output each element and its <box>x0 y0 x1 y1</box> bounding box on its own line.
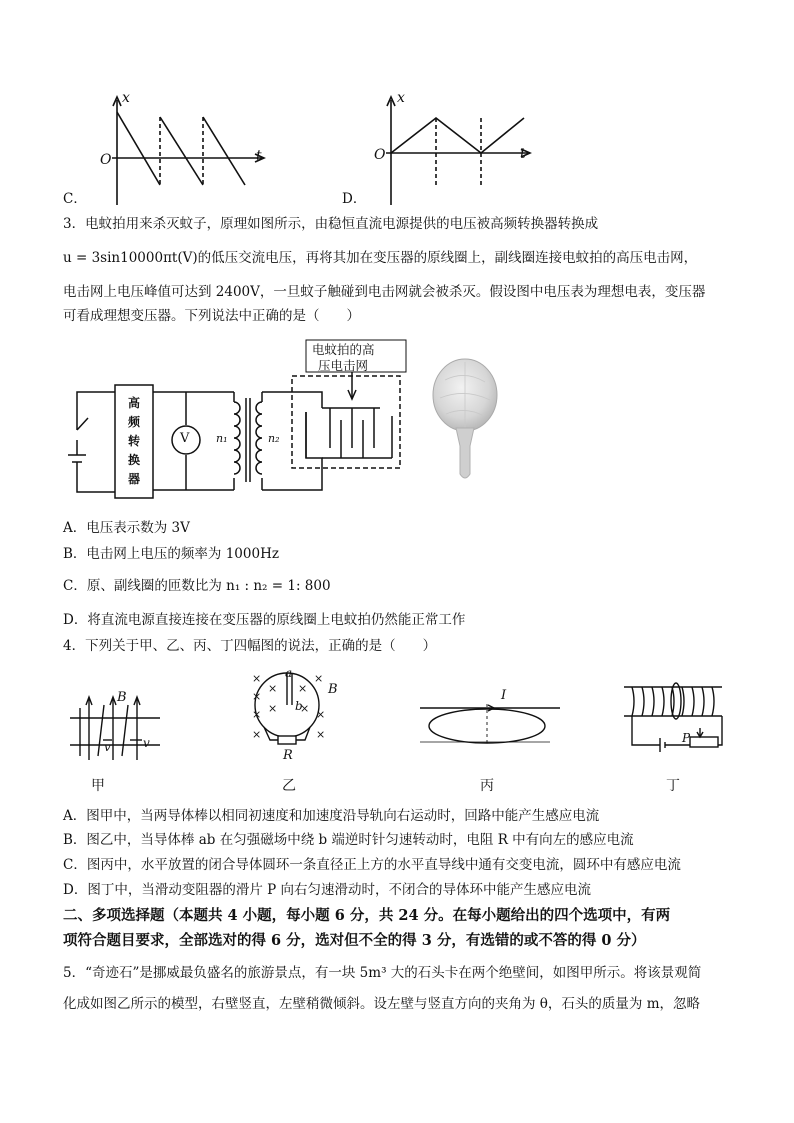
q3-stem-line1: 3．电蚊拍用来杀灭蚊子，原理如图所示，由稳恒直流电源提供的电压被高频转换器转换成 <box>63 216 599 232</box>
q4-option-c: C．图丙中，水平放置的闭合导体圆环一条直径正上方的水平直导线中通有交变电流，圆环中有感应电流 <box>63 857 681 873</box>
converter-char: 器 <box>127 472 140 486</box>
q3-stem-line3: 电击网上电压峰值可达到 2400V，一旦蚊子触碰到电击网就会被杀灭。假设图中电压表为理想电表，变压器 <box>63 284 706 300</box>
q3-option-b: B．电击网上电压的频率为 1000Hz <box>63 546 279 562</box>
fig-yi-b: b <box>295 699 303 713</box>
svg-text:×: × <box>314 672 324 685</box>
q3-option-c: C．原、副线圈的匝数比为 n₁ : n₂ = 1: 800 <box>63 578 331 594</box>
graph-c-origin: O <box>100 152 112 168</box>
voltmeter-label: V <box>180 431 190 446</box>
converter-char: 高 <box>127 396 140 410</box>
q3-stem-line4: 可看成理想变压器。下列说法中正确的是（ ） <box>63 308 360 324</box>
fig-label-jia: 甲 <box>91 778 105 794</box>
fig-jia-B: B <box>117 690 127 705</box>
converter-char: 换 <box>127 453 140 467</box>
svg-text:×: × <box>300 702 310 715</box>
converter-char: 转 <box>127 434 140 448</box>
q5-stem-line1: 5．“奇迹石”是挪威最负盛名的旅游景点，有一块 5m³ 大的石头卡在两个绝壁间，如图甲所示。将该景观简 <box>63 965 702 981</box>
q4-option-d: D．图丁中，当滑动变阻器的滑片 P 向右匀速滑动时，不闭合的导体环中能产生感应电流 <box>63 882 591 898</box>
svg-text:×: × <box>316 728 326 741</box>
converter-char: 频 <box>127 415 140 429</box>
svg-text:×: × <box>252 690 262 703</box>
svg-text:×: × <box>268 682 278 695</box>
fig-label-bing: 丙 <box>480 778 494 794</box>
svg-text:×: × <box>252 728 262 741</box>
graph-c-x-label: x <box>122 90 130 106</box>
q4-option-a: A．图甲中，当两导体棒以相同初速度和加速度沿导轨向右运动时，回路中能产生感应电流 <box>63 808 600 824</box>
q3-option-d: D．将直流电源直接连接在变压器的原线圈上电蚊拍仍然能正常工作 <box>63 612 466 628</box>
fig-jia-v2: v <box>143 736 150 750</box>
graph-c-t-label: t <box>256 148 262 164</box>
net-label-line1: 电蚊拍的高 <box>312 342 375 357</box>
svg-text:×: × <box>252 672 262 685</box>
n2-label: n₂ <box>268 432 280 445</box>
fig-jia-v1: v <box>104 740 111 754</box>
graph-d-x-label: x <box>397 90 405 106</box>
net-label-line2: 压电击网 <box>318 358 369 373</box>
svg-text:×: × <box>268 702 278 715</box>
fig-label-yi: 乙 <box>282 778 296 794</box>
graph-d-origin: O <box>374 147 386 163</box>
fig-bing-I: I <box>501 688 507 703</box>
svg-text:×: × <box>298 682 308 695</box>
section2-heading-line2: 项符合题目要求，全部选对的得 6 分，选对但不全的得 3 分，有选错的或不答的得 0 分） <box>63 932 646 949</box>
q4-option-b: B．图乙中，当导体棒 ab 在匀强磁场中绕 b 端逆时针匀速转动时，电阻 R 中有向左的感应电流 <box>63 832 634 848</box>
fig-ding-P: P <box>682 731 691 745</box>
option-d-label: D． <box>342 191 367 207</box>
q4-stem: 4．下列关于甲、乙、丙、丁四幅图的说法，正确的是（ ） <box>63 638 437 654</box>
q3-stem-line2: u = 3sin10000πt(V)的低压交流电压，再将其加在变压器的原线圈上，副线圈连接电蚊拍的高压电击网， <box>63 250 698 266</box>
n1-label: n₁ <box>216 432 228 445</box>
graph-d-t-label: t <box>520 146 526 162</box>
fig-yi-B: B <box>328 682 338 697</box>
q3-option-a: A．电压表示数为 3V <box>63 520 190 536</box>
svg-text:×: × <box>316 708 326 721</box>
option-c-label: C． <box>63 191 87 207</box>
svg-text:×: × <box>252 708 262 721</box>
fig-yi-a: a <box>285 666 293 680</box>
fig-label-ding: 丁 <box>666 778 680 794</box>
fig-yi-R: R <box>283 748 293 763</box>
q5-stem-line2: 化成如图乙所示的模型，右壁竖直，左壁稍微倾斜。设左壁与竖直方向的夹角为 θ，石头的质量为 m，忽略 <box>63 996 701 1012</box>
section2-heading-line1: 二、多项选择题（本题共 4 小题，每小题 6 分，共 24 分。在每小题给出的四个选项中，有两 <box>63 907 671 924</box>
